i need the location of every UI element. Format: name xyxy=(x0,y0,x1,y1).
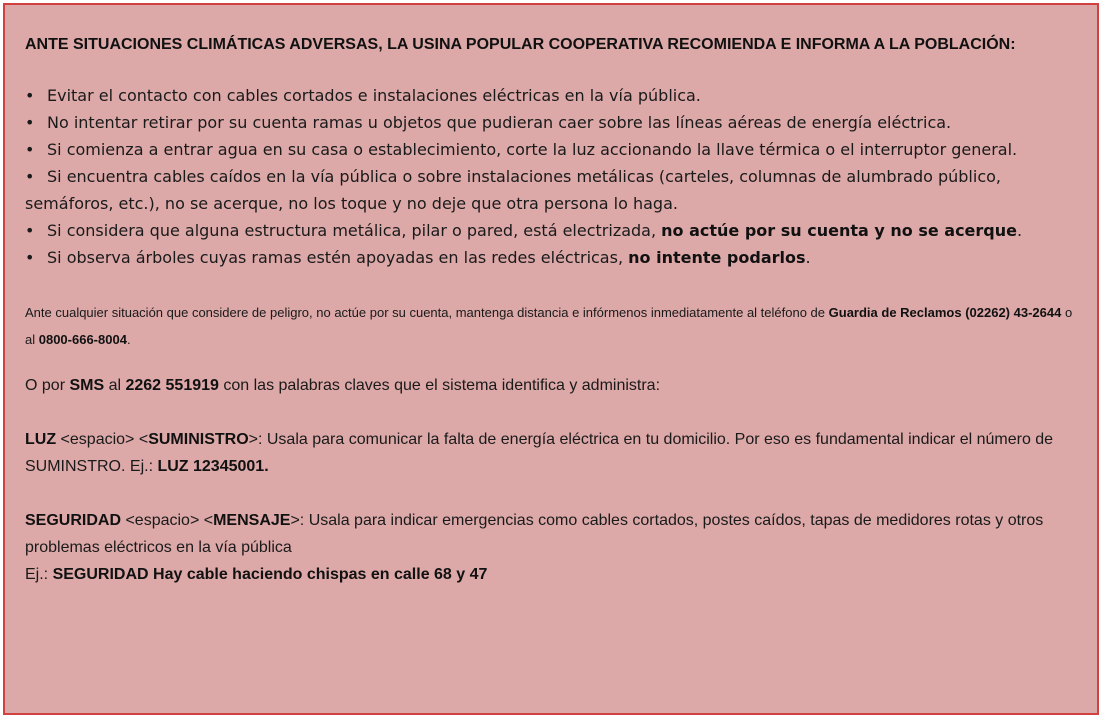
bullet-icon: • xyxy=(25,86,35,105)
list-item: • Si considera que alguna estructura metálica, pilar o pared, está electrizada, no actúe por su cuenta y no se acerque. xyxy=(25,217,1077,244)
contact-paragraph: Ante cualquier situación que considere de peligro, no actúe por su cuenta, mantenga distancia e infórmenos inmediatamente al teléfono de Guardia de Reclamos (02262) 43-2644 o al 0800-666-8004. xyxy=(25,305,1073,347)
list-item: • Evitar el contacto con cables cortados e instalaciones eléctricas en la vía pública. xyxy=(25,82,1077,109)
bullet-icon: • xyxy=(25,221,35,240)
tips-list xyxy=(25,82,1077,271)
luz-param: SUMINISTRO xyxy=(148,431,249,448)
toll-free-number: 0800-666-8004 xyxy=(38,332,127,347)
phone-number: Guardia de Reclamos (02262) 43-2644 xyxy=(828,305,1062,320)
notice-title: ANTE SITUACIONES CLIMÁTICAS ADVERSAS, LA USINA POPULAR COOPERATIVA RECOMIENDA E INFORMA A LA POBLACIÓN: xyxy=(25,36,1016,53)
notice-box xyxy=(3,3,1099,715)
bullet-icon: • xyxy=(25,113,35,132)
luz-keyword: LUZ xyxy=(25,431,57,448)
list-item: • Si encuentra cables caídos en la vía pública o sobre instalaciones metálicas (carteles, columnas de alumbrado público, semáforos, etc.), no se acerque, no los toque y no deje que otra persona lo haga. xyxy=(25,163,1077,217)
bullet-icon: • xyxy=(25,167,35,186)
seguridad-keyword: SEGURIDAD xyxy=(25,512,122,529)
list-item: • Si observa árboles cuyas ramas estén apoyadas en las redes eléctricas, no intente podarlos. xyxy=(25,244,1077,271)
seguridad-keyword-paragraph: SEGURIDAD <espacio> <MENSAJE>: Usala para indicar emergencias como cables cortados, postes caídos, tapas de medidores rotas y otros problemas eléctricos en la vía pública Ej.: SEGURIDAD Hay cable haciendo chispas en calle 68 y 47 xyxy=(25,512,1044,583)
tip-emphasis: no intente podarlos xyxy=(628,248,806,267)
luz-keyword-paragraph: LUZ <espacio> <SUMINISTRO>: Usala para comunicar la falta de energía eléctrica en tu domicilio. Por eso es fundamental indicar el número de SUMINSTRO. Ej.: LUZ 12345001. xyxy=(25,431,1054,475)
bullet-icon: • xyxy=(25,140,35,159)
seguridad-example: SEGURIDAD Hay cable haciendo chispas en calle 68 y 47 xyxy=(52,566,488,583)
sms-paragraph: O por SMS al 2262 551919 con las palabras claves que el sistema identifica y administra: xyxy=(25,377,661,394)
bullet-icon: • xyxy=(25,248,35,267)
luz-example: LUZ 12345001. xyxy=(157,458,269,475)
seguridad-param: MENSAJE xyxy=(213,512,291,529)
list-item: • Si comienza a entrar agua en su casa o establecimiento, corte la luz accionando la llave térmica o el interruptor general. xyxy=(25,136,1077,163)
tip-emphasis: no actúe por su cuenta y no se acerque xyxy=(661,221,1017,240)
sms-label: SMS xyxy=(69,377,105,394)
list-item: • No intentar retirar por su cuenta ramas u objetos que pudieran caer sobre las líneas aéreas de energía eléctrica. xyxy=(25,109,1077,136)
sms-number: 2262 551919 xyxy=(125,377,219,394)
